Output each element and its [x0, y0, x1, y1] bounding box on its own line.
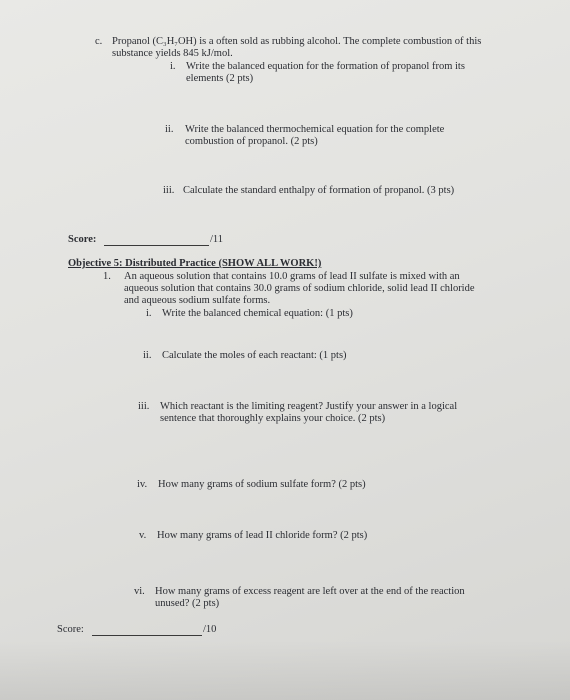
sub-iv-number: iv.	[137, 479, 148, 490]
part-c-q-ii-number: ii.	[165, 124, 174, 135]
part-c-q-ii-line1: Write the balanced thermochemical equation for the complete	[185, 124, 445, 135]
part-c-marker: c.	[95, 36, 103, 47]
question-1-line3: and aqueous sodium sulfate forms.	[124, 295, 271, 306]
photo-shadow	[0, 640, 570, 700]
question-1-line1: An aqueous solution that contains 10.0 grams of lead II sulfate is mixed with an	[124, 271, 460, 282]
question-1-number: 1.	[103, 271, 111, 282]
score-label-2: Score:	[57, 624, 84, 635]
score-total-1: /11	[210, 234, 224, 245]
sub-v-text: How many grams of lead II chloride form? (2 pts)	[157, 530, 368, 541]
sub-iv-text: How many grams of sodium sulfate form? (2 pts)	[158, 479, 366, 490]
sub-v-number: v.	[139, 530, 147, 541]
sub-ii-number: ii.	[143, 350, 152, 361]
part-c-stem-line1: Propanol (C₃H₇OH) is a often sold as rubbing alcohol. The complete combustion of this	[112, 36, 482, 47]
part-c-q-iii-number: iii.	[163, 185, 175, 196]
score-blank-2	[92, 635, 202, 636]
objective-5-heading: Objective 5: Distributed Practice (SHOW ALL WORK!)	[68, 258, 322, 269]
score-total-2: /10	[203, 624, 217, 635]
sub-i-number: i.	[146, 308, 152, 319]
sub-iii-line2: sentence that thoroughly explains your choice. (2 pts)	[160, 413, 386, 424]
sub-vi-line2: unused? (2 pts)	[155, 598, 220, 609]
score-blank-1	[104, 245, 209, 246]
sub-iii-number: iii.	[138, 401, 150, 412]
score-label-1: Score:	[68, 234, 97, 245]
part-c-q-i-line2: elements (2 pts)	[186, 73, 254, 84]
part-c-q-iii-text: Calculate the standard enthalpy of formation of propanol. (3 pts)	[183, 185, 455, 196]
sub-i-text: Write the balanced chemical equation: (1 pts)	[162, 308, 353, 319]
sub-vi-number: vi.	[134, 586, 145, 597]
sub-iii-line1: Which reactant is the limiting reagent? Justify your answer in a logical	[160, 401, 458, 412]
part-c-q-ii-line2: combustion of propanol. (2 pts)	[185, 136, 318, 147]
part-c-q-i-number: i.	[170, 61, 176, 72]
sub-ii-text: Calculate the moles of each reactant: (1 pts)	[162, 350, 347, 361]
part-c-stem-line2: substance yields 845 kJ/mol.	[112, 48, 233, 59]
part-c-q-i-line1: Write the balanced equation for the formation of propanol from its	[186, 61, 465, 72]
question-1-line2: aqueous solution that contains 30.0 grams of sodium chloride, solid lead II chloride	[124, 283, 475, 294]
sub-vi-line1: How many grams of excess reagent are left over at the end of the reaction	[155, 586, 465, 597]
